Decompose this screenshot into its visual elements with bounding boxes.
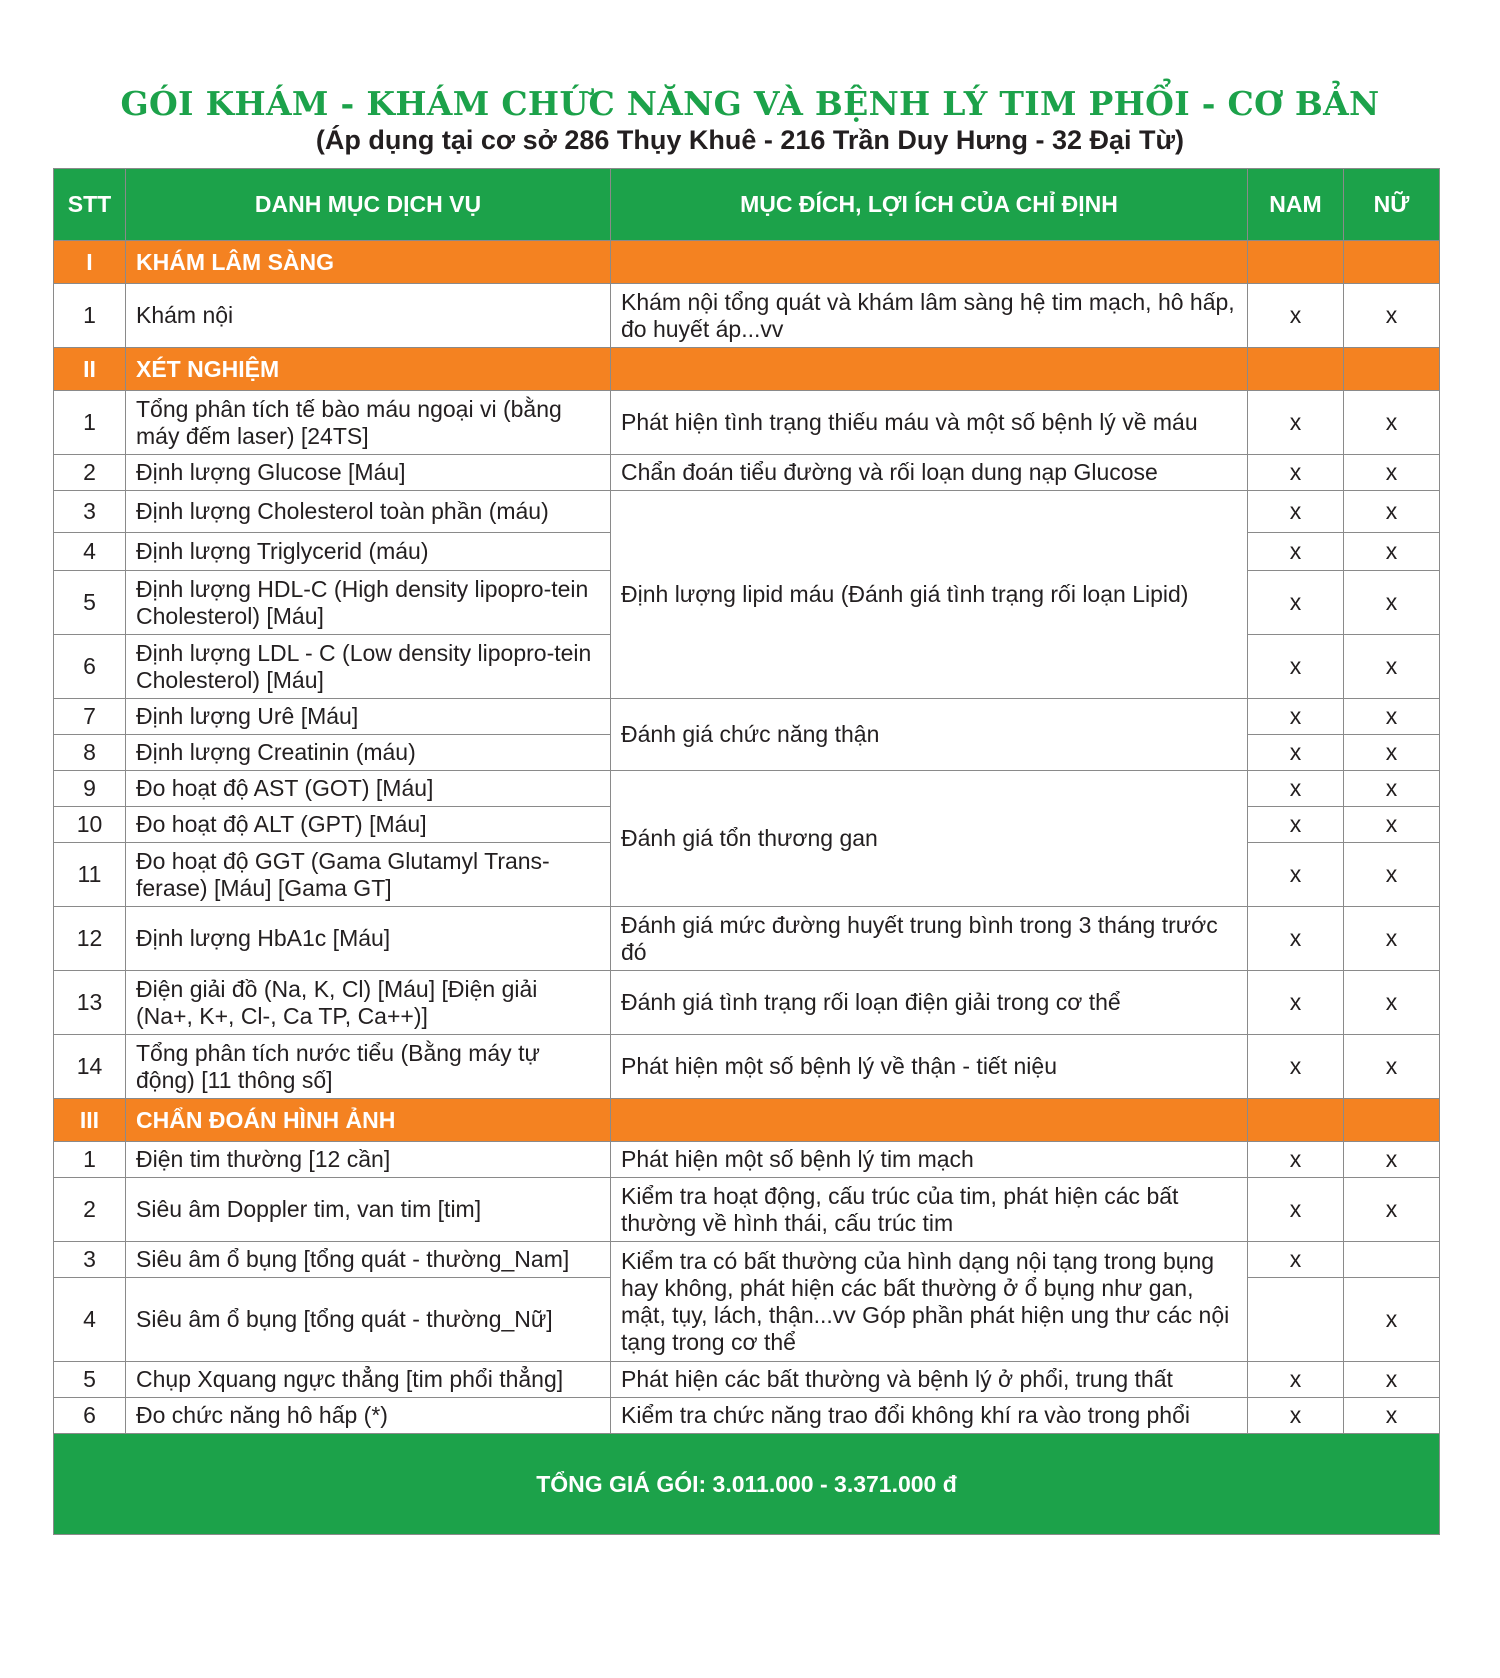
- row-service: Đo chức năng hô hấp (*): [126, 1398, 611, 1434]
- row-female: x: [1344, 1035, 1440, 1099]
- row-male: [1248, 1278, 1344, 1362]
- row-purpose: Đánh giá tình trạng rối loạn điện giải trong cơ thể: [611, 971, 1248, 1035]
- row-male: x: [1248, 907, 1344, 971]
- package-table: [53, 168, 1440, 1535]
- table-row: [54, 284, 1440, 348]
- table-row: [54, 1398, 1440, 1434]
- table-header: [54, 169, 1440, 241]
- row-stt: 2: [54, 455, 126, 491]
- table-row: [54, 771, 1440, 807]
- row-female: [1344, 1242, 1440, 1278]
- row-purpose: Kiểm tra hoạt động, cấu trúc của tim, phát hiện các bất thường về hình thái, cấu trúc tim: [611, 1178, 1248, 1242]
- row-service: Định lượng HbA1c [Máu]: [126, 907, 611, 971]
- row-stt: 4: [54, 1278, 126, 1362]
- row-service: Điện giải đồ (Na, K, Cl) [Máu] [Điện giải (Na+, K+, Cl-, Ca TP, Ca++)]: [126, 971, 611, 1035]
- row-female: x: [1344, 771, 1440, 807]
- row-service: Tổng phân tích tế bào máu ngoại vi (bằng máy đếm laser) [24TS]: [126, 391, 611, 455]
- row-female: x: [1344, 635, 1440, 699]
- table-row: [54, 1362, 1440, 1398]
- row-service: Định lượng Glucose [Máu]: [126, 455, 611, 491]
- row-stt: 12: [54, 907, 126, 971]
- row-stt: 14: [54, 1035, 126, 1099]
- row-stt: 6: [54, 635, 126, 699]
- row-female: x: [1344, 735, 1440, 771]
- row-service: Siêu âm Doppler tim, van tim [tim]: [126, 1178, 611, 1242]
- row-male: x: [1248, 1142, 1344, 1178]
- table-row: [54, 455, 1440, 491]
- row-male: x: [1248, 455, 1344, 491]
- row-male: x: [1248, 533, 1344, 571]
- row-stt: 3: [54, 491, 126, 533]
- row-male: x: [1248, 735, 1344, 771]
- row-purpose: Đánh giá mức đường huyết trung bình trong 3 tháng trước đó: [611, 907, 1248, 971]
- table-row: [54, 907, 1440, 971]
- row-purpose: Kiểm tra có bất thường của hình dạng nội tạng trong bụng hay không, phát hiện các bất thường ở ổ bụng như gan, mật, tụy, lách, thận...vv Góp phần phát hiện ung thư các nội tạng trong cơ thể: [611, 1242, 1248, 1362]
- table-row: [54, 1242, 1440, 1278]
- row-female: x: [1344, 907, 1440, 971]
- row-service: Siêu âm ổ bụng [tổng quát - thường_Nam]: [126, 1242, 611, 1278]
- row-service: Định lượng Urê [Máu]: [126, 699, 611, 735]
- row-service: Đo hoạt độ ALT (GPT) [Máu]: [126, 807, 611, 843]
- header-female: NỮ: [1344, 169, 1440, 241]
- row-stt: 6: [54, 1398, 126, 1434]
- section-row: [54, 1099, 1440, 1142]
- row-female: x: [1344, 455, 1440, 491]
- row-male: x: [1248, 1035, 1344, 1099]
- section-num: I: [54, 241, 126, 284]
- row-stt: 7: [54, 699, 126, 735]
- row-female: x: [1344, 807, 1440, 843]
- row-female: x: [1344, 1142, 1440, 1178]
- total-price: TỔNG GIÁ GÓI: 3.011.000 - 3.371.000 đ: [54, 1434, 1440, 1535]
- section-num: II: [54, 348, 126, 391]
- row-service: Định lượng HDL-C (High density lipopro-tein Cholesterol) [Máu]: [126, 571, 611, 635]
- row-male: x: [1248, 843, 1344, 907]
- row-purpose: Phát hiện tình trạng thiếu máu và một số bệnh lý về máu: [611, 391, 1248, 455]
- row-purpose: Đánh giá tổn thương gan: [611, 771, 1248, 907]
- package-subtitle: (Áp dụng tại cơ sở 286 Thụy Khuê - 216 Trần Duy Hưng - 32 Đại Từ): [315, 125, 1185, 155]
- row-male: x: [1248, 284, 1344, 348]
- row-purpose: Khám nội tổng quát và khám lâm sàng hệ tim mạch, hô hấp, đo huyết áp...vv: [611, 284, 1248, 348]
- header-purpose: MỤC ĐÍCH, LỢI ÍCH CỦA CHỈ ĐỊNH: [611, 169, 1248, 241]
- row-service: Đo hoạt độ AST (GOT) [Máu]: [126, 771, 611, 807]
- row-male: x: [1248, 391, 1344, 455]
- row-stt: 11: [54, 843, 126, 907]
- row-male: x: [1248, 491, 1344, 533]
- row-female: x: [1344, 284, 1440, 348]
- header-service: DANH MỤC DỊCH VỤ: [126, 169, 611, 241]
- section-title: CHẨN ĐOÁN HÌNH ẢNH: [126, 1099, 611, 1142]
- row-service: Điện tim thường [12 cần]: [126, 1142, 611, 1178]
- row-male: x: [1248, 699, 1344, 735]
- row-purpose: Phát hiện các bất thường và bệnh lý ở phổi, trung thất: [611, 1362, 1248, 1398]
- package-title: GÓI KHÁM - KHÁM CHỨC NĂNG VÀ BỆNH LÝ TIM PHỔI - CƠ BẢN: [120, 84, 1380, 123]
- row-service: Định lượng LDL - C (Low density lipopro-tein Cholesterol) [Máu]: [126, 635, 611, 699]
- row-purpose: Định lượng lipid máu (Đánh giá tình trạng rối loạn Lipid): [611, 491, 1248, 699]
- row-service: Định lượng Cholesterol toàn phần (máu): [126, 491, 611, 533]
- section-row: [54, 348, 1440, 391]
- row-stt: 5: [54, 1362, 126, 1398]
- row-stt: 8: [54, 735, 126, 771]
- row-male: x: [1248, 1398, 1344, 1434]
- row-purpose: Đánh giá chức năng thận: [611, 699, 1248, 771]
- row-purpose: Phát hiện một số bệnh lý tim mạch: [611, 1142, 1248, 1178]
- row-female: x: [1344, 1178, 1440, 1242]
- row-female: x: [1344, 491, 1440, 533]
- row-stt: 13: [54, 971, 126, 1035]
- row-male: x: [1248, 571, 1344, 635]
- header-stt: STT: [54, 169, 126, 241]
- row-female: x: [1344, 699, 1440, 735]
- row-stt: 10: [54, 807, 126, 843]
- row-female: x: [1344, 533, 1440, 571]
- row-stt: 1: [54, 284, 126, 348]
- row-male: x: [1248, 1242, 1344, 1278]
- row-stt: 5: [54, 571, 126, 635]
- section-row: [54, 241, 1440, 284]
- row-purpose: Phát hiện một số bệnh lý về thận - tiết niệu: [611, 1035, 1248, 1099]
- row-purpose: Chẩn đoán tiểu đường và rối loạn dung nạp Glucose: [611, 455, 1248, 491]
- row-service: Đo hoạt độ GGT (Gama Glutamyl Trans-ferase) [Máu] [Gama GT]: [126, 843, 611, 907]
- header-male: NAM: [1248, 169, 1344, 241]
- row-purpose: Kiểm tra chức năng trao đổi không khí ra vào trong phổi: [611, 1398, 1248, 1434]
- table-row: [54, 1035, 1440, 1099]
- table-row: [54, 971, 1440, 1035]
- row-male: x: [1248, 635, 1344, 699]
- row-stt: 9: [54, 771, 126, 807]
- section-num: III: [54, 1099, 126, 1142]
- row-male: x: [1248, 971, 1344, 1035]
- row-stt: 1: [54, 391, 126, 455]
- row-service: Chụp Xquang ngực thẳng [tim phổi thẳng]: [126, 1362, 611, 1398]
- table-row: [54, 491, 1440, 533]
- table-row: [54, 391, 1440, 455]
- row-stt: 1: [54, 1142, 126, 1178]
- row-female: x: [1344, 1278, 1440, 1362]
- total-row: [54, 1434, 1440, 1535]
- row-stt: 2: [54, 1178, 126, 1242]
- row-female: x: [1344, 843, 1440, 907]
- row-service: Định lượng Creatinin (máu): [126, 735, 611, 771]
- row-female: x: [1344, 391, 1440, 455]
- row-service: Định lượng Triglycerid (máu): [126, 533, 611, 571]
- row-female: x: [1344, 1362, 1440, 1398]
- row-male: x: [1248, 1178, 1344, 1242]
- table-row: [54, 1178, 1440, 1242]
- table-row: [54, 699, 1440, 735]
- row-male: x: [1248, 771, 1344, 807]
- row-stt: 4: [54, 533, 126, 571]
- section-title: KHÁM LÂM SÀNG: [126, 241, 611, 284]
- row-service: Tổng phân tích nước tiểu (Bằng máy tự động) [11 thông số]: [126, 1035, 611, 1099]
- row-female: x: [1344, 1398, 1440, 1434]
- table-row: [54, 1142, 1440, 1178]
- row-female: x: [1344, 571, 1440, 635]
- row-stt: 3: [54, 1242, 126, 1278]
- row-female: x: [1344, 971, 1440, 1035]
- row-service: Siêu âm ổ bụng [tổng quát - thường_Nữ]: [126, 1278, 611, 1362]
- row-service: Khám nội: [126, 284, 611, 348]
- row-male: x: [1248, 1362, 1344, 1398]
- row-male: x: [1248, 807, 1344, 843]
- section-title: XÉT NGHIỆM: [126, 348, 611, 391]
